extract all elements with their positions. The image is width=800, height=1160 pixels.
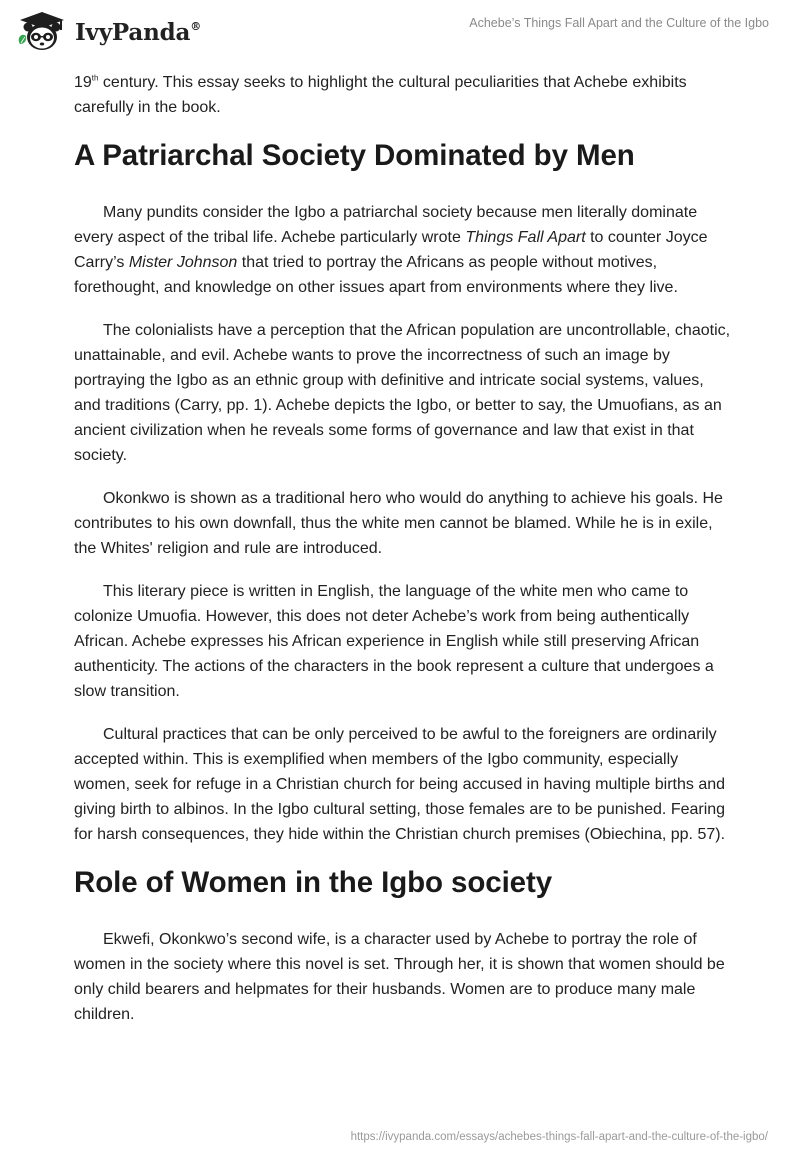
book-title: Things Fall Apart: [465, 229, 586, 246]
ivypanda-logo[interactable]: [14, 10, 201, 54]
panda-graduate-icon: [14, 10, 70, 54]
paragraph: Cultural practices that can be only perceived to be awful to the foreigners are ordinarily accepted within. This is exemplified when members of the Igbo community, especially women, seek for refuge in a Christian church for being accused in having multiple births and giving birth to albinos. In the Igbo cultural setting, those females are to be punished. Fearing for harsh consequences, they hide within the Christian church premises (Obiechina, pp. 57).: [74, 726, 726, 843]
essay-content: [74, 70, 734, 1045]
book-title: Mister Johnson: [128, 254, 238, 271]
registered-mark: ®: [190, 19, 201, 33]
brand-name: IvyPanda®: [75, 18, 201, 46]
paragraph: Many pundits consider the Igbo a patriarchal society because men literally dominate every aspect of the tribal life. Achebe particularly wrote Things Fall Apart to counter Joyce Carry’s Mister Johnson that tried to portray the Africans as people without motives, forethought, and knowledge on other issues apart from environments where they live.: [74, 204, 708, 296]
paragraph: Okonkwo is shown as a traditional hero who would do anything to achieve his goals. He contributes to his own downfall, thus the white men cannot be blamed. While he is in exile, the Whites' religion and rule are introduced.: [74, 490, 723, 557]
paragraph: Ekwefi, Okonkwo’s second wife, is a character used by Achebe to portray the role of women in the society where this novel is set. Through her, it is shown that women should be only child bearers and helpmates for their husbands. Women are to produce many male children.: [74, 931, 725, 1023]
running-title: Achebe’s Things Fall Apart and the Culture of the Igbo: [469, 16, 769, 30]
section-heading-role-of-women: Role of Women in the Igbo society: [74, 866, 553, 899]
paragraph: The colonialists have a perception that the African population are uncontrollable, chaotic, unattainable, and evil. Achebe wants to prove the incorrectness of such an image by portraying the Igbo as an ethnic group with definitive and intricate social systems, values, and traditions (Carry, pp. 1). Achebe depicts the Igbo, or better to say, the Umuofians, as an ancient civilization when he reveals some forms of governance and law that exist in that society.: [74, 322, 731, 464]
paragraph-intro-end: 19th century. This essay seeks to highlight the cultural peculiarities that Achebe exhibits carefully in the book.: [74, 73, 687, 116]
source-url[interactable]: https://ivypanda.com/essays/achebes-things-fall-apart-and-the-culture-of-the-igbo/: [350, 1131, 768, 1143]
section-heading-patriarchal-society: A Patriarchal Society Dominated by Men: [74, 139, 635, 172]
paragraph: This literary piece is written in English, the language of the white men who came to colonize Umuofia. However, this does not deter Achebe’s work from being authentically African. Achebe expresses his African experience in English while still preserving African authenticity. The actions of the characters in the book represent a culture that undergoes a slow transition.: [74, 583, 714, 700]
page-header: [0, 0, 800, 62]
